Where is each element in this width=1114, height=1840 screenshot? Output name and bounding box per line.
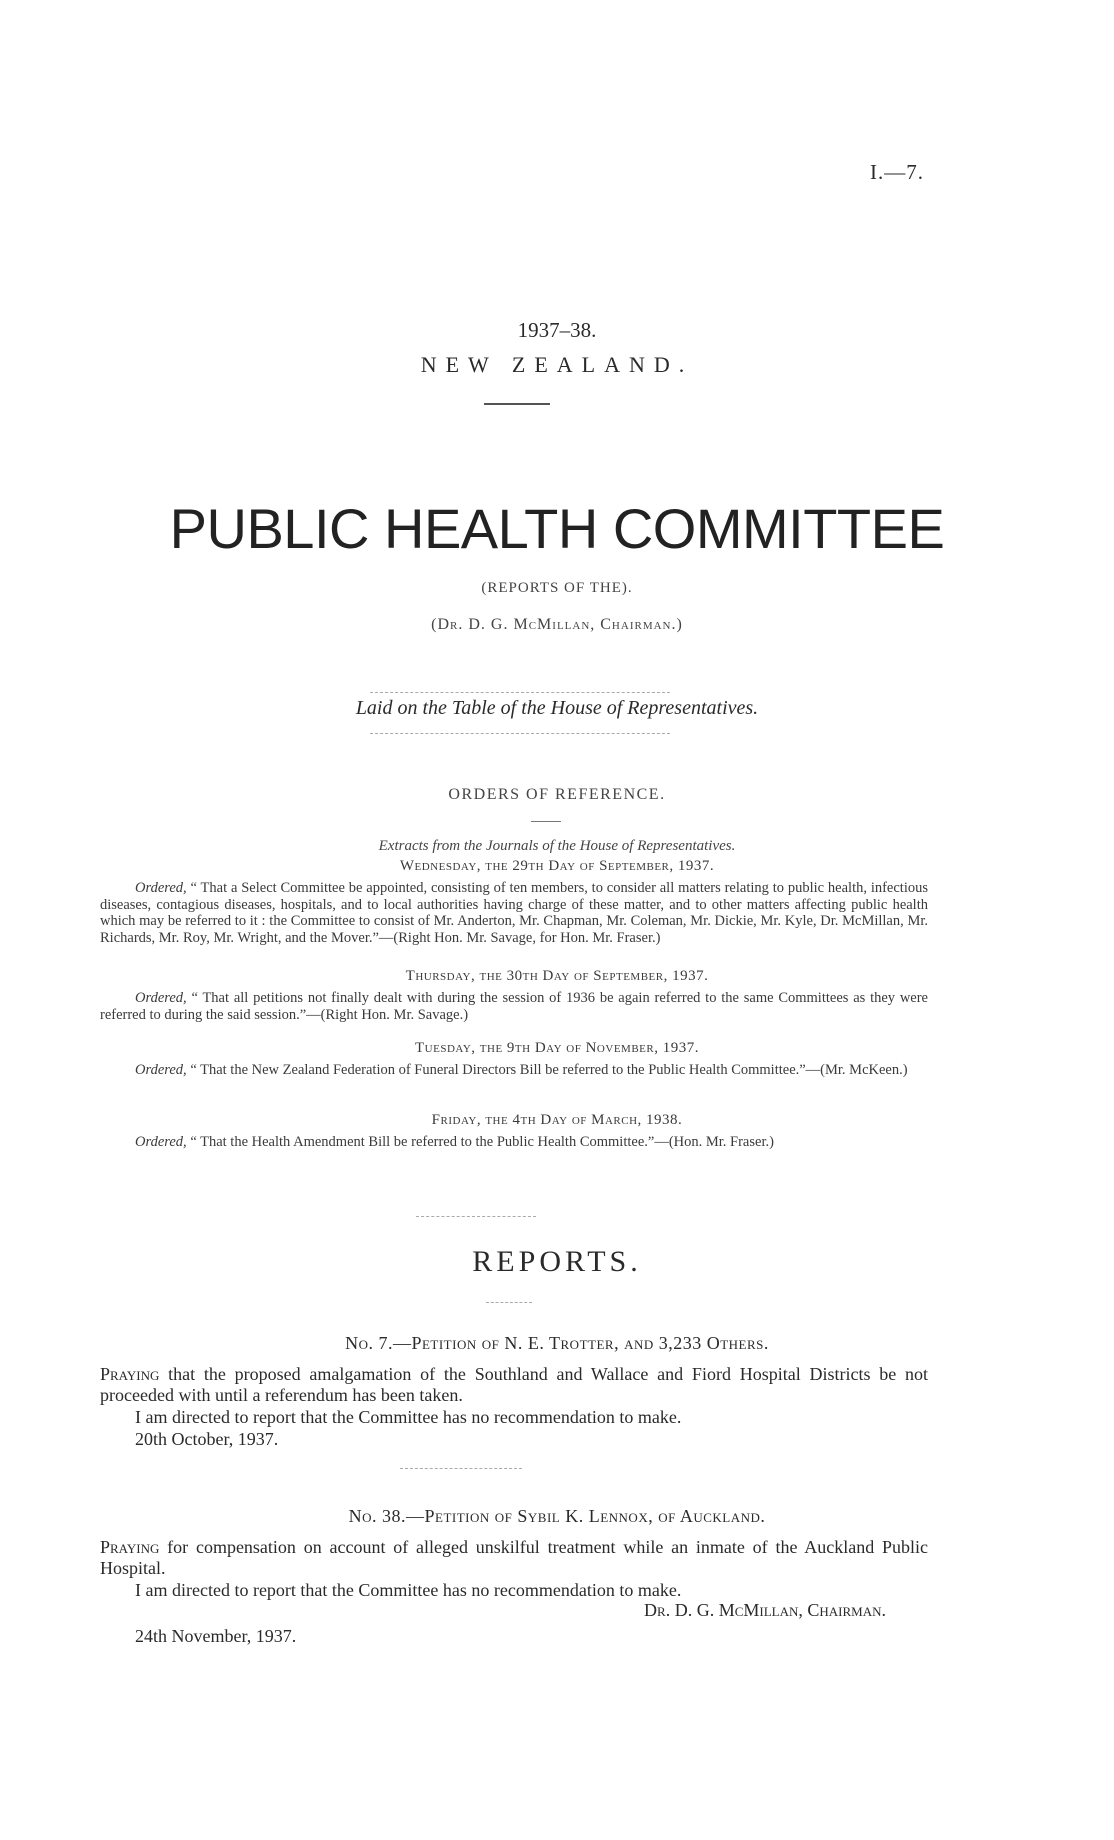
order-paragraph: Ordered, “ That the Health Amendment Bill be referred to the Public Health Committee.”—(Hon. Mr. Fraser.): [135, 1134, 774, 1150]
country-line: NEW ZEALAND.: [420, 352, 694, 377]
divider: [531, 821, 561, 822]
laid-on-table: Laid on the Table of the House of Representatives.: [355, 697, 759, 719]
page-reference: I.—7.: [870, 160, 924, 184]
orders-heading: ORDERS OF REFERENCE.: [448, 786, 666, 803]
report-signature: Dr. D. G. McMillan, Chairman.: [644, 1600, 886, 1620]
year-line: 1937–38.: [517, 318, 597, 342]
order-date: Wednesday, the 29th Day of September, 1937.: [399, 858, 715, 874]
order-paragraph: Ordered, “ That a Select Committee be appointed, consisting of ten members, to consider all matters relating to public health, infectious diseases, contagious diseases, hospitals, and to local authorities having charge of these matter, and to other matters affecting public health which may be referred to it : the Committee to consist of Mr. Anderton, Mr. Chapman, Mr. Coleman, Mr. Dickie, Mr. Kyle, Dr. McMillan, Mr. Richards, Mr. Roy, Mr. Wright, and the Mover.”—(Right Hon. Mr. Savage, for Hon. Mr. Fraser.): [100, 880, 928, 946]
chairman-line: (Dr. D. G. McMillan, Chairman.): [431, 616, 683, 633]
order-paragraph: Ordered, “ That the New Zealand Federation of Funeral Directors Bill be referred to the Public Health Committee.”—(Mr. McKeen.): [135, 1062, 908, 1078]
order-date: Thursday, the 30th Day of September, 1937.: [405, 968, 709, 984]
divider: [370, 733, 670, 734]
order-date: Tuesday, the 9th Day of November, 1937.: [415, 1040, 699, 1056]
divider: [484, 403, 550, 405]
divider: [400, 1468, 522, 1469]
subtitle: (REPORTS OF THE).: [481, 580, 633, 596]
order-paragraph: Ordered, “ That all petitions not finally dealt with during the session of 1936 be again referred to the same Committees as they were referred to during the said session.”—(Right Hon. Mr. Savage.): [100, 990, 928, 1023]
report-praying: Praying that the proposed amalgamation of the Southland and Wallace and Fiord Hospital Districts be not proceeded with until a referendum has been taken.: [100, 1364, 928, 1405]
report-title: No. 7.—Petition of N. E. Trotter, and 3,233 Others.: [345, 1333, 769, 1353]
report-directed: I am directed to report that the Committee has no recommendation to make.: [135, 1407, 682, 1427]
reports-heading: REPORTS.: [472, 1245, 642, 1278]
report-praying: Praying for compensation on account of alleged unskilful treatment while an inmate of the Auckland Public Hospital.: [100, 1537, 929, 1578]
report-date: 20th October, 1937.: [135, 1429, 279, 1449]
report-directed: I am directed to report that the Committee has no recommendation to make.: [135, 1580, 682, 1600]
divider: [416, 1216, 536, 1217]
order-date: Friday, the 4th Day of March, 1938.: [431, 1112, 683, 1128]
extracts-line: Extracts from the Journals of the House of Representatives.: [378, 838, 736, 854]
report-title: No. 38.—Petition of Sybil K. Lennox, of Auckland.: [348, 1506, 766, 1526]
report-date: 24th November, 1937.: [135, 1626, 297, 1646]
page-title: PUBLIC HEALTH COMMITTEE: [169, 497, 945, 560]
divider: [370, 692, 670, 693]
divider: [486, 1302, 532, 1303]
